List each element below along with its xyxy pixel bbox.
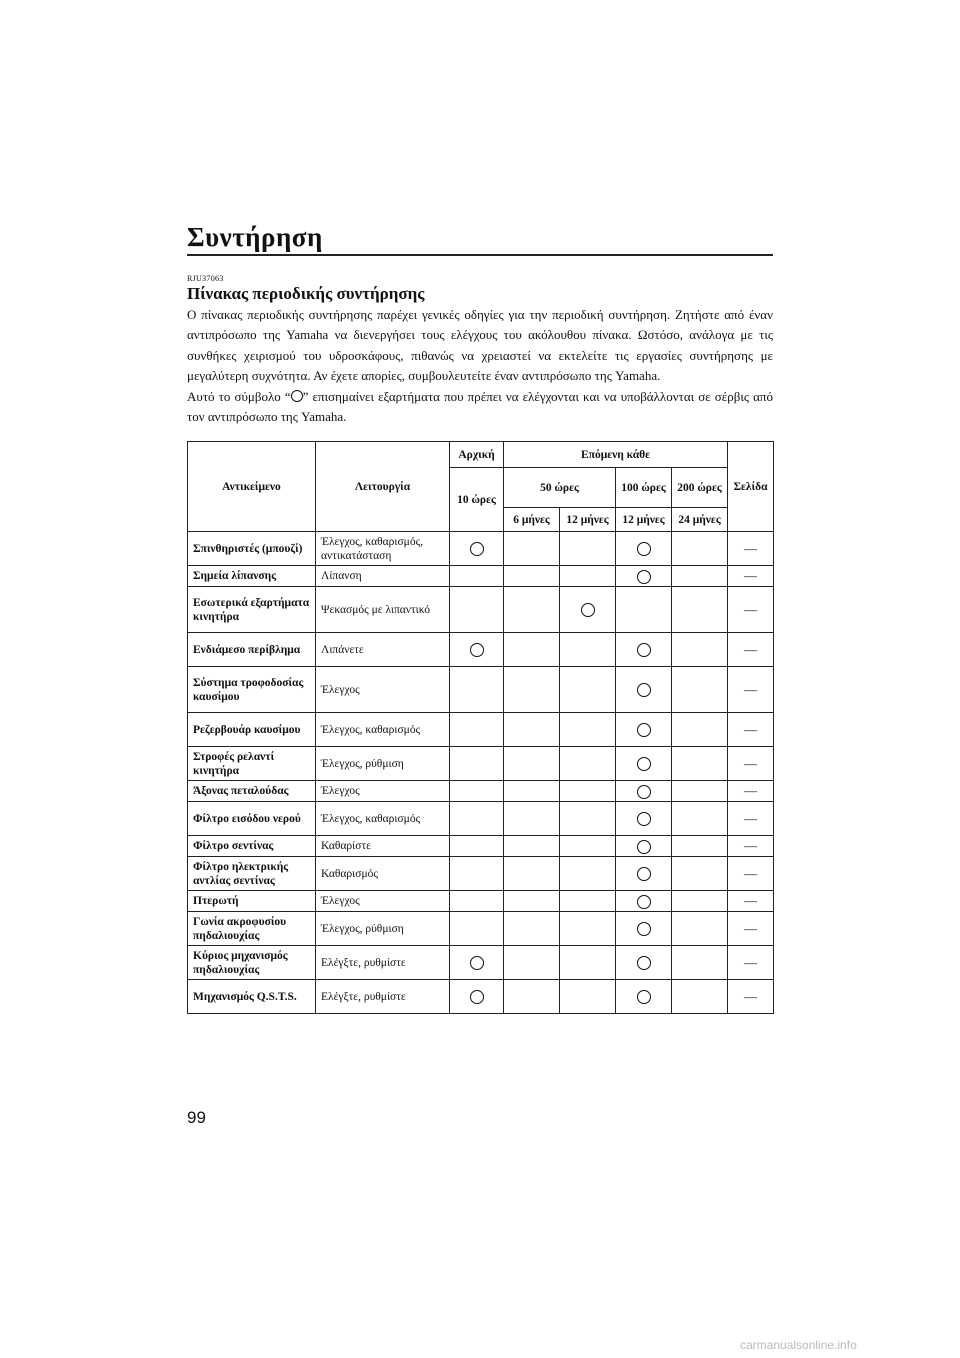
interval-cell xyxy=(504,566,560,587)
table-row xyxy=(188,667,774,713)
circle-mark-icon xyxy=(637,757,651,771)
row-item: Στροφές ρελαντί κινητήρα xyxy=(188,747,316,781)
row-item: Ρεζερβουάρ καυσίμου xyxy=(188,713,316,747)
header-10h: 10 ώρες xyxy=(450,468,504,532)
table-row xyxy=(188,747,774,781)
row-operation: Καθαρίστε xyxy=(316,836,450,857)
table-row xyxy=(188,633,774,667)
row-operation: Έλεγχος xyxy=(316,891,450,912)
interval-cell xyxy=(616,912,672,946)
interval-cell xyxy=(672,633,728,667)
table-row xyxy=(188,891,774,912)
interval-cell xyxy=(450,946,504,980)
row-operation: Έλεγχος, καθαρισμός xyxy=(316,713,450,747)
interval-cell xyxy=(672,713,728,747)
header-rule xyxy=(187,254,773,256)
interval-cell xyxy=(450,980,504,1014)
header-operation: Λειτουργία xyxy=(316,442,450,532)
row-page-value: — xyxy=(744,893,758,908)
row-page xyxy=(728,633,774,667)
interval-cell xyxy=(450,891,504,912)
circle-mark-icon xyxy=(637,895,651,909)
interval-cell xyxy=(616,781,672,802)
row-page-value: — xyxy=(744,810,758,826)
interval-cell xyxy=(504,781,560,802)
row-page-value: — xyxy=(744,988,758,1004)
header-every: Επόμενη κάθε xyxy=(504,442,728,468)
circle-mark-icon xyxy=(637,812,651,826)
row-page xyxy=(728,532,774,566)
row-page-value: — xyxy=(744,568,758,583)
header-100h: 100 ώρες xyxy=(616,468,672,508)
interval-cell xyxy=(504,891,560,912)
interval-cell xyxy=(560,667,616,713)
table-row xyxy=(188,857,774,891)
row-page xyxy=(728,946,774,980)
interval-cell xyxy=(672,781,728,802)
interval-cell xyxy=(672,566,728,587)
maintenance-rows xyxy=(188,532,774,1014)
intro-paragraph: Ο πίνακας περιοδικής συντήρησης παρέχει γενικές οδηγίες για την περιοδική συντήρηση. Ζητήστε από έναν αντιπρόσωπο της Yamaha να διενεργήσει τους ελέγχους του ακόλουθου πίνακα. Ωστόσο, ανάλογα με τις συνθήκες χειρισμού του υδροσκάφους, πιθανώς να χρειαστεί να εκτελείτε τις εργασίες συντήρησης με μεγαλύτερη συχνότητα. Αν έχετε απορίες, συμβουλευτείτε έναν αντιπρόσωπο της Yamaha. xyxy=(187,307,773,384)
row-item: Μηχανισμός Q.S.T.S. xyxy=(188,980,316,1014)
row-item: Κύριος μηχανισμός πηδαλιουχίας xyxy=(188,946,316,980)
interval-cell xyxy=(616,633,672,667)
row-item: Πτερωτή xyxy=(188,891,316,912)
row-operation: Λίπανση xyxy=(316,566,450,587)
interval-cell xyxy=(672,836,728,857)
interval-cell xyxy=(504,912,560,946)
row-item: Άξονας πεταλούδας xyxy=(188,781,316,802)
interval-cell xyxy=(504,836,560,857)
header-200h: 200 ώρες xyxy=(672,468,728,508)
symbol-text-after: ” επισημαίνει εξαρτήματα που πρέπει να ελέγχονται και να υποβάλλονται σε σέρβις από τον αντιπρόσωπο της Yamaha. xyxy=(187,388,773,425)
interval-cell xyxy=(450,747,504,781)
table-row xyxy=(188,912,774,946)
circle-mark-icon xyxy=(637,542,651,556)
row-operation: Ελέγξτε, ρυθμίστε xyxy=(316,946,450,980)
row-item: Φίλτρο ηλεκτρικής αντλίας σεντίνας xyxy=(188,857,316,891)
circle-mark-icon xyxy=(637,867,651,881)
interval-cell xyxy=(504,802,560,836)
interval-cell xyxy=(560,980,616,1014)
row-page-value: — xyxy=(744,783,758,798)
row-page xyxy=(728,802,774,836)
row-operation: Έλεγχος, ρύθμιση xyxy=(316,912,450,946)
row-page xyxy=(728,857,774,891)
interval-cell xyxy=(450,532,504,566)
row-item: Σύστημα τροφοδοσίας καυσίμου xyxy=(188,667,316,713)
header-6m: 6 μήνες xyxy=(504,508,560,532)
interval-cell xyxy=(560,532,616,566)
row-page-value: — xyxy=(744,838,758,853)
interval-cell xyxy=(672,587,728,633)
row-page-value: — xyxy=(744,865,758,881)
table-row xyxy=(188,532,774,566)
row-page-value: — xyxy=(744,954,758,970)
row-page-value: — xyxy=(744,641,758,657)
row-item: Σπινθηριστές (μπουζί) xyxy=(188,532,316,566)
circle-mark-icon xyxy=(637,723,651,737)
interval-cell xyxy=(560,713,616,747)
interval-cell xyxy=(450,802,504,836)
row-operation: Έλεγχος xyxy=(316,781,450,802)
header-initial: Αρχική xyxy=(450,442,504,468)
header-50h: 50 ώρες xyxy=(504,468,616,508)
row-page-value: — xyxy=(744,721,758,737)
table-row xyxy=(188,587,774,633)
row-item: Γωνία ακροφυσίου πηδαλιουχίας xyxy=(188,912,316,946)
table-row xyxy=(188,980,774,1014)
row-page-value: — xyxy=(744,920,758,936)
interval-cell xyxy=(504,747,560,781)
interval-cell xyxy=(672,912,728,946)
interval-cell xyxy=(450,667,504,713)
table-row xyxy=(188,781,774,802)
interval-cell xyxy=(450,912,504,946)
interval-cell xyxy=(616,587,672,633)
interval-cell xyxy=(672,946,728,980)
row-operation: Έλεγχος xyxy=(316,667,450,713)
interval-cell xyxy=(616,857,672,891)
row-page xyxy=(728,713,774,747)
header-12m-b: 12 μήνες xyxy=(616,508,672,532)
interval-cell xyxy=(560,912,616,946)
table-row xyxy=(188,802,774,836)
circle-mark-icon xyxy=(470,643,484,657)
interval-cell xyxy=(616,836,672,857)
section-code: RJU37063 xyxy=(187,274,224,283)
interval-cell xyxy=(504,532,560,566)
interval-cell xyxy=(560,802,616,836)
interval-cell xyxy=(616,667,672,713)
chapter-title: Συντήρηση xyxy=(187,222,323,252)
interval-cell xyxy=(450,566,504,587)
circle-mark-icon xyxy=(637,922,651,936)
circle-mark-icon xyxy=(637,956,651,970)
interval-cell xyxy=(450,781,504,802)
interval-cell xyxy=(450,633,504,667)
interval-cell xyxy=(504,946,560,980)
header-item: Αντικείμενο xyxy=(188,442,316,532)
watermark: carmanualsonline.info xyxy=(740,1338,857,1352)
row-page xyxy=(728,587,774,633)
header-page: Σελίδα xyxy=(728,442,774,532)
interval-cell xyxy=(672,532,728,566)
circle-mark-icon xyxy=(581,603,595,617)
interval-cell xyxy=(560,633,616,667)
circle-mark-icon xyxy=(637,683,651,697)
circle-mark-icon xyxy=(470,542,484,556)
intro-text xyxy=(187,305,773,427)
interval-cell xyxy=(450,857,504,891)
row-page xyxy=(728,836,774,857)
interval-cell xyxy=(560,747,616,781)
interval-cell xyxy=(504,857,560,891)
interval-cell xyxy=(450,836,504,857)
table-row xyxy=(188,836,774,857)
row-page xyxy=(728,781,774,802)
interval-cell xyxy=(560,587,616,633)
row-operation: Έλεγχος, καθαρισμός xyxy=(316,802,450,836)
interval-cell xyxy=(450,713,504,747)
interval-cell xyxy=(616,802,672,836)
row-page-value: — xyxy=(744,601,758,617)
header-12m-a: 12 μήνες xyxy=(560,508,616,532)
interval-cell xyxy=(560,566,616,587)
interval-cell xyxy=(616,891,672,912)
interval-cell xyxy=(504,667,560,713)
interval-cell xyxy=(560,781,616,802)
interval-cell xyxy=(504,587,560,633)
interval-cell xyxy=(616,566,672,587)
row-page xyxy=(728,912,774,946)
interval-cell xyxy=(504,633,560,667)
interval-cell xyxy=(616,713,672,747)
row-page xyxy=(728,980,774,1014)
interval-cell xyxy=(672,891,728,912)
maintenance-table xyxy=(187,441,774,1014)
interval-cell xyxy=(504,713,560,747)
interval-cell xyxy=(672,747,728,781)
interval-cell xyxy=(616,747,672,781)
symbol-text-before: Αυτό το σύμβολο “ xyxy=(187,388,291,404)
interval-cell xyxy=(560,891,616,912)
interval-cell xyxy=(672,980,728,1014)
circle-mark-icon xyxy=(470,990,484,1004)
symbol-paragraph xyxy=(187,387,773,428)
row-page-value: — xyxy=(744,681,758,697)
row-operation: Ελέγξτε, ρυθμίστε xyxy=(316,980,450,1014)
row-page xyxy=(728,566,774,587)
row-item: Φίλτρο σεντίνας xyxy=(188,836,316,857)
row-page xyxy=(728,667,774,713)
table-row xyxy=(188,946,774,980)
row-item: Ενδιάμεσο περίβλημα xyxy=(188,633,316,667)
row-operation: Λιπάνετε xyxy=(316,633,450,667)
interval-cell xyxy=(504,980,560,1014)
interval-cell xyxy=(616,946,672,980)
row-item: Σημεία λίπανσης xyxy=(188,566,316,587)
interval-cell xyxy=(672,802,728,836)
row-operation: Έλεγχος, καθαρισμός, αντικατάσταση xyxy=(316,532,450,566)
interval-cell xyxy=(450,587,504,633)
row-page-value: — xyxy=(744,540,758,556)
table-row xyxy=(188,713,774,747)
section-title: Πίνακας περιοδικής συντήρησης xyxy=(187,284,425,303)
row-operation: Ψεκασμός με λιπαντικό xyxy=(316,587,450,633)
row-page-value: — xyxy=(744,755,758,771)
circle-mark-icon xyxy=(637,785,651,799)
row-page xyxy=(728,747,774,781)
page-number: 99 xyxy=(187,1108,206,1127)
interval-cell xyxy=(616,532,672,566)
interval-cell xyxy=(560,946,616,980)
row-operation: Έλεγχος, ρύθμιση xyxy=(316,747,450,781)
interval-cell xyxy=(616,980,672,1014)
interval-cell xyxy=(560,857,616,891)
interval-cell xyxy=(672,857,728,891)
interval-cell xyxy=(672,667,728,713)
circle-mark-icon xyxy=(470,956,484,970)
row-operation: Καθαρισμός xyxy=(316,857,450,891)
circle-symbol-icon xyxy=(291,390,303,402)
header-24m: 24 μήνες xyxy=(672,508,728,532)
circle-mark-icon xyxy=(637,840,651,854)
circle-mark-icon xyxy=(637,643,651,657)
row-item: Φίλτρο εισόδου νερού xyxy=(188,802,316,836)
circle-mark-icon xyxy=(637,990,651,1004)
interval-cell xyxy=(560,836,616,857)
circle-mark-icon xyxy=(637,570,651,584)
table-row xyxy=(188,566,774,587)
row-item: Εσωτερικά εξαρτήματα κινητήρα xyxy=(188,587,316,633)
row-page xyxy=(728,891,774,912)
